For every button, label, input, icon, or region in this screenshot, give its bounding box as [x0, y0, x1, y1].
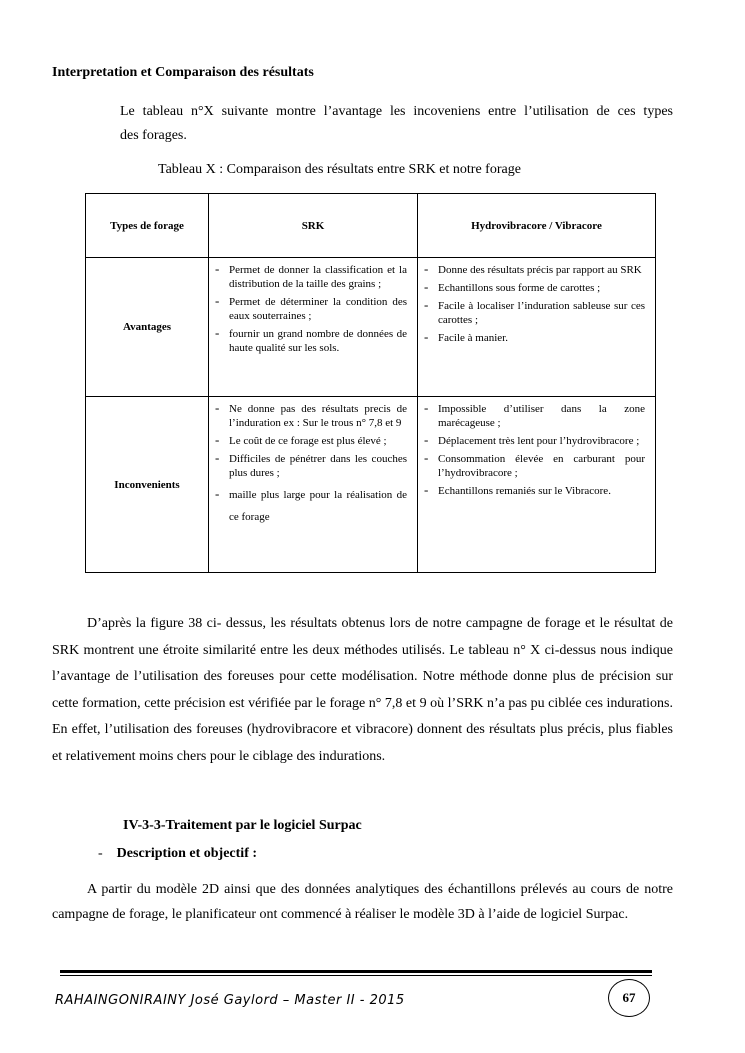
subsection-subtitle	[98, 846, 257, 862]
cell-srk-inconvenients	[209, 397, 418, 573]
list-item: - Permet de déterminer la condition des eaux souterraines ;	[215, 295, 407, 323]
intro-paragraph	[120, 100, 673, 148]
table-row	[86, 258, 656, 397]
list-item: - Permet de donner la classification et la distribution de la taille des grains ;	[215, 263, 407, 291]
list	[209, 397, 417, 528]
cell-srk-avantages	[209, 258, 418, 397]
table-row	[86, 397, 656, 573]
subtitle-text: Description et objectif :	[116, 846, 258, 861]
list-item: - Facile à manier.	[424, 331, 645, 345]
footer-rule-thick	[60, 970, 652, 973]
row-label-inconvenients: Inconvenients	[86, 397, 209, 573]
list	[418, 397, 655, 498]
row-label-avantages: Avantages	[86, 258, 209, 397]
list-item: - Difficiles de pénétrer dans les couches plus dures ;	[215, 452, 407, 480]
list	[209, 258, 417, 355]
body-paragraph-2: A partir du modèle 2D ainsi que des données analytiques des échantillons prélevés au cours de notre campagne de forage, le planificateur ont commencé à réaliser le modèle 3D à l’aide de logiciel Surpac.	[52, 882, 673, 922]
list-item: - Le coût de ce forage est plus élevé ;	[215, 434, 407, 448]
header-srk: SRK	[209, 194, 418, 258]
table-caption: Tableau X : Comparaison des résultats entre SRK et notre forage	[158, 162, 521, 177]
list-item: - Impossible d’utiliser dans la zone marécageuse ;	[424, 402, 645, 430]
list-item: - maille plus large pour la réalisation de ce forage	[215, 484, 407, 528]
list-item: - Facile à localiser l’induration sableuse sur ces carottes ;	[424, 299, 645, 327]
header-hydro: Hydrovibracore / Vibracore	[418, 194, 656, 258]
subsection-title: IV-3-3-Traitement par le logiciel Surpac	[123, 818, 362, 833]
section-heading: Interpretation et Comparaison des résultats	[52, 65, 314, 80]
cell-hydro-avantages	[418, 258, 656, 397]
list-item: - Donne des résultats précis par rapport au SRK	[424, 263, 645, 277]
list-item: - Echantillons remaniés sur le Vibracore.	[424, 484, 645, 498]
intro-line-1: Le tableau n°X suivante montre l’avantage les incoveniens entre l’utilisation de ces types	[120, 104, 673, 119]
table-header-row	[86, 194, 656, 258]
footer-author: RAHAINGONIRAINY José Gaylord – Master II - 2015	[55, 993, 405, 1008]
comparison-table	[85, 193, 656, 573]
list-item: - Ne donne pas des résultats precis de l’induration ex : Sur le trous n° 7,8 et 9	[215, 402, 407, 430]
header-types: Types de forage	[86, 194, 209, 258]
dash-bullet: -	[98, 846, 103, 861]
footer-rule-thin	[60, 975, 652, 976]
list-item: - Consommation élevée en carburant pour l’hydrovibracore ;	[424, 452, 645, 480]
list-item: - Déplacement très lent pour l’hydrovibracore ;	[424, 434, 645, 448]
intro-line-2: des forages.	[120, 128, 187, 143]
list-item: - Echantillons sous forme de carottes ;	[424, 281, 645, 295]
body-paragraph-1: D’après la figure 38 ci- dessus, les résultats obtenus lors de notre campagne de forage et le résultat de SRK montrent une étroite similarité entre les deux méthodes utilisés. Le tableau n° X ci-dessus nous indique l’avantage de l’utilisation des foreuses pour cette modélisation. Notre méthode donne plus de précision sur cette formation, cette précision est vérifiée par le forage n° 7,8 et 9 où l’SRK n’a pas pu ciblée ces indurations. En effet, l’utilisation des foreuses (hydrovibracore et vibracore) donnent des résultats plus précis, plus fiables et relativement moins chers pour le ciblage des indurations.	[52, 616, 673, 764]
list-item: - fournir un grand nombre de données de haute qualité sur les sols.	[215, 327, 407, 355]
list	[418, 258, 655, 345]
cell-hydro-inconvenients	[418, 397, 656, 573]
page-number: 67	[608, 979, 650, 1017]
